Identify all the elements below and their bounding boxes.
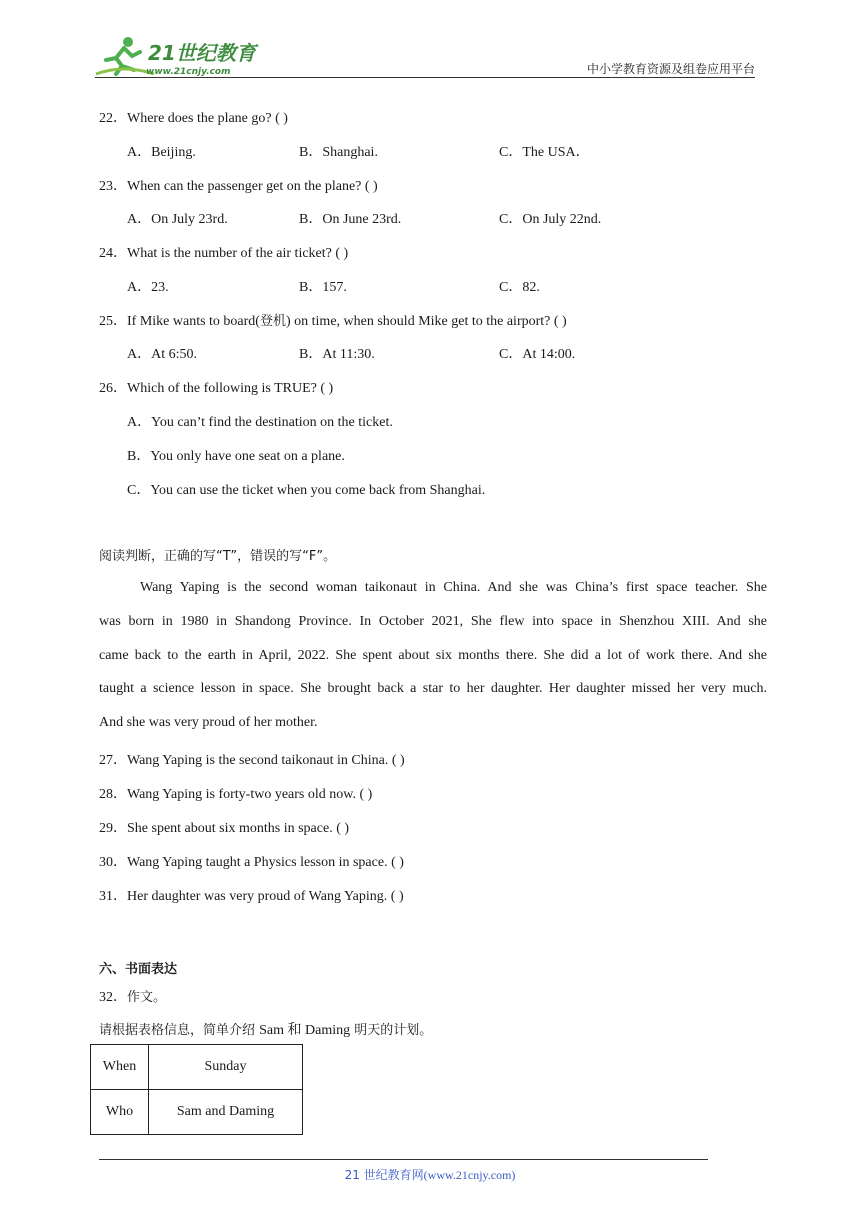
option-b: B．You only have one seat on a plane.	[127, 449, 345, 464]
question-number: 26．	[99, 381, 127, 396]
statement-31	[99, 885, 404, 905]
question-number: 23．	[99, 179, 127, 194]
option-b: B．Shanghai.	[299, 145, 378, 160]
option-c: C．You can use the ticket when you come back from Shanghai.	[127, 483, 486, 498]
question-text: Where does the plane go? ( )	[127, 111, 288, 126]
footer-divider	[99, 1159, 708, 1160]
instruction-names: Sam 和 Daming	[259, 1023, 351, 1038]
statement-text: She spent about six months in space. ( )	[127, 821, 350, 836]
option-c: C．82.	[499, 280, 540, 295]
statement-27	[99, 749, 405, 769]
reading-instruction: 阅读判断，正确的写“T”，错误的写“F”。	[99, 549, 337, 564]
question-25	[99, 310, 567, 330]
site-logo	[94, 34, 264, 78]
question-text-start: If Mike wants to board(	[127, 314, 260, 329]
question-32	[99, 986, 166, 1006]
option-b: B．On June 23rd.	[299, 212, 402, 227]
statement-text: Her daughter was very proud of Wang Yaping. ( )	[127, 889, 404, 904]
page-header	[0, 0, 860, 80]
option-a: A．On July 23rd.	[127, 212, 228, 227]
footer-url: (www.21cnjy.com)	[423, 1168, 516, 1182]
statement-text: Wang Yaping is the second taikonaut in China. ( )	[127, 753, 405, 768]
question-number: 30．	[99, 855, 127, 870]
table-row	[91, 1045, 303, 1090]
logo-url-text: www.21cnjy.com	[146, 67, 231, 77]
option-c: C．At 14:00.	[499, 347, 576, 362]
option-c: C．On July 22nd.	[499, 212, 602, 227]
question-number: 22．	[99, 111, 127, 126]
section-title-writing: 六、书面表达	[99, 962, 178, 977]
page-footer	[0, 1166, 860, 1183]
question-text: When can the passenger get on the plane? ( )	[127, 179, 378, 194]
question-number: 27．	[99, 753, 127, 768]
plan-table	[90, 1044, 303, 1135]
option-c: C．The USA．	[499, 145, 590, 160]
question-24	[99, 242, 348, 262]
statement-28	[99, 783, 372, 803]
question-text-end: ) on time, when should Mike get to the airport? ( )	[285, 314, 567, 329]
question-text: What is the number of the air ticket? ( )	[127, 246, 349, 261]
question-number: 29．	[99, 821, 127, 836]
option-a: A．Beijing.	[127, 145, 196, 160]
passage-line-1: Wang Yaping is the second woman taikonaut in China. And she was China’s first space teacher. She	[140, 580, 767, 595]
question-text-cn: 登机	[259, 314, 286, 329]
option-a: A．23.	[127, 280, 169, 295]
question-26	[99, 377, 333, 397]
option-a: A．At 6:50.	[127, 347, 197, 362]
question-text: Which of the following is TRUE? ( )	[127, 381, 334, 396]
question-label: 作文。	[127, 990, 167, 1005]
question-number: 32．	[99, 990, 127, 1005]
platform-name: 中小学教育资源及组卷应用平台	[586, 62, 755, 76]
logo-main-text: 21世纪教育	[148, 41, 256, 65]
passage-line-2: was born in 1980 in Shandong Province. In October 2021, She flew into space in Shenzhou XIII. And she	[99, 614, 767, 629]
passage-line-4: taught a science lesson in space. She brought back a star to her daughter. Her daughter missed her very much.	[99, 681, 767, 696]
statement-text: Wang Yaping is forty-two years old now. ( )	[127, 787, 373, 802]
option-b: B．157.	[299, 280, 347, 295]
table-key-cell: When	[91, 1045, 149, 1090]
option-a: A．You can’t find the destination on the ticket.	[127, 415, 393, 430]
passage-line-5: And she was very proud of her mother.	[99, 715, 318, 730]
writing-instruction	[99, 1019, 432, 1039]
question-number: 25．	[99, 314, 127, 329]
question-23	[99, 175, 378, 195]
table-row	[91, 1090, 303, 1135]
table-value-cell: Sunday	[149, 1045, 303, 1090]
question-number: 24．	[99, 246, 127, 261]
question-22	[99, 107, 288, 127]
table-key-cell: Who	[91, 1090, 149, 1135]
passage-line-3: came back to the earth in April, 2022. She spent about six months there. She did a lot of work there. And she	[99, 648, 767, 663]
statement-29	[99, 817, 349, 837]
footer-site-name: 21 世纪教育网	[344, 1168, 424, 1182]
instruction-cn-end: 明天的计划。	[350, 1023, 433, 1038]
header-divider	[95, 77, 755, 78]
option-b: B．At 11:30.	[299, 347, 375, 362]
question-number: 31．	[99, 889, 127, 904]
table-value-cell: Sam and Daming	[149, 1090, 303, 1135]
instruction-cn-start: 请根据表格信息，简单介绍	[99, 1023, 260, 1038]
statement-30	[99, 851, 404, 871]
question-number: 28．	[99, 787, 127, 802]
statement-text: Wang Yaping taught a Physics lesson in space. ( )	[127, 855, 404, 870]
